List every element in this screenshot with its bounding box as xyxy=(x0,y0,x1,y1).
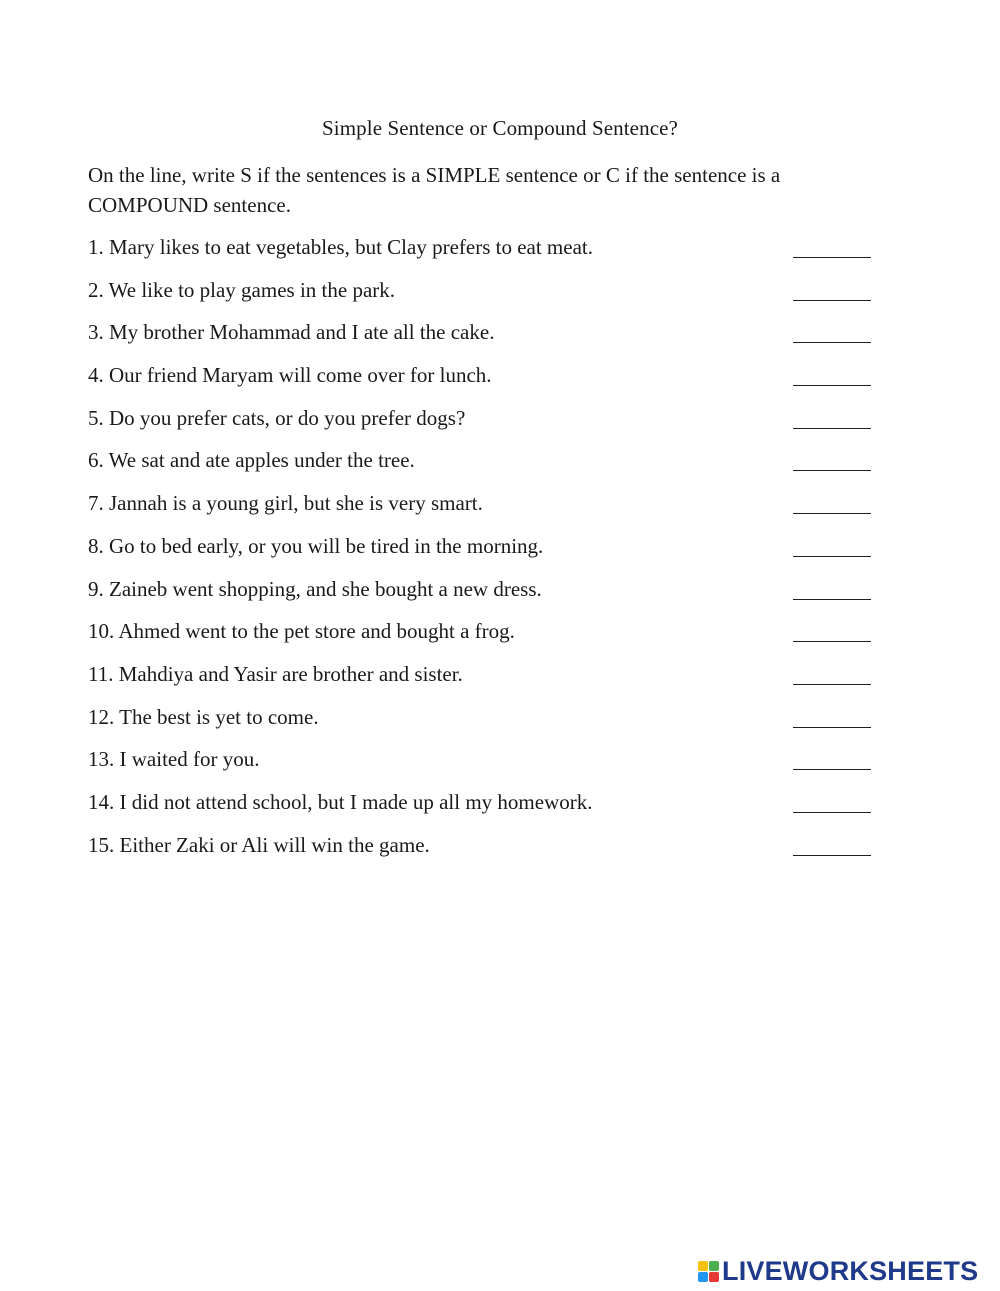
question-text: 15. Either Zaki or Ali will win the game. xyxy=(88,832,430,857)
question-item xyxy=(88,232,888,275)
answer-blank[interactable] xyxy=(793,769,871,770)
answer-blank[interactable] xyxy=(793,727,871,728)
question-item xyxy=(88,360,888,403)
page-title: Simple Sentence or Compound Sentence? xyxy=(322,116,678,140)
answer-blank[interactable] xyxy=(793,641,871,642)
question-text: 12. The best is yet to come. xyxy=(88,704,319,729)
answer-blank[interactable] xyxy=(793,300,871,301)
logo-square-blue xyxy=(698,1272,708,1282)
question-item xyxy=(88,830,888,873)
answer-blank[interactable] xyxy=(793,513,871,514)
answer-blank[interactable] xyxy=(793,257,871,258)
question-text: 10. Ahmed went to the pet store and bought a frog. xyxy=(88,619,515,644)
question-item xyxy=(88,403,888,446)
liveworksheets-logo[interactable] xyxy=(698,1255,978,1287)
question-text: 8. Go to bed early, or you will be tired in the morning. xyxy=(88,533,544,558)
instructions: On the line, write S if the sentences is a SIMPLE sentence or C if the sentence is a COMPOUND sentence. xyxy=(88,163,781,217)
question-item xyxy=(88,488,888,531)
question-text: 13. I waited for you. xyxy=(88,747,260,772)
question-text: 3. My brother Mohammad and I ate all the cake. xyxy=(88,320,495,345)
answer-blank[interactable] xyxy=(793,599,871,600)
question-item xyxy=(88,531,888,574)
question-text: 2. We like to play games in the park. xyxy=(88,277,396,302)
question-text: 6. We sat and ate apples under the tree. xyxy=(88,448,415,473)
answer-blank[interactable] xyxy=(793,855,871,856)
liveworksheets-logo-icon xyxy=(698,1261,719,1282)
question-text: 9. Zaineb went shopping, and she bought a new dress. xyxy=(88,576,542,601)
answer-blank[interactable] xyxy=(793,342,871,343)
question-item xyxy=(88,574,888,617)
question-text: 5. Do you prefer cats, or do you prefer dogs? xyxy=(88,405,466,430)
question-item xyxy=(88,275,888,318)
answer-blank[interactable] xyxy=(793,385,871,386)
logo-square-yellow xyxy=(698,1261,708,1271)
question-item xyxy=(88,744,888,787)
answer-blank[interactable] xyxy=(793,556,871,557)
answer-blank[interactable] xyxy=(793,812,871,813)
answer-blank[interactable] xyxy=(793,470,871,471)
question-item xyxy=(88,787,888,830)
question-item xyxy=(88,702,888,745)
answer-blank[interactable] xyxy=(793,428,871,429)
question-text: 11. Mahdiya and Yasir are brother and sister. xyxy=(88,661,463,686)
question-list xyxy=(88,232,888,872)
logo-text: LIVEWORKSHEETS xyxy=(722,1255,979,1286)
question-text: 7. Jannah is a young girl, but she is very smart. xyxy=(88,491,483,516)
question-text: 1. Mary likes to eat vegetables, but Clay prefers to eat meat. xyxy=(88,235,593,259)
question-item xyxy=(88,616,888,659)
question-text: 14. I did not attend school, but I made up all my homework. xyxy=(88,789,593,814)
logo-square-red xyxy=(709,1272,719,1282)
question-item xyxy=(88,317,888,360)
question-item xyxy=(88,445,888,488)
question-text: 4. Our friend Maryam will come over for lunch. xyxy=(88,363,492,388)
answer-blank[interactable] xyxy=(793,684,871,685)
logo-square-green xyxy=(709,1261,719,1271)
question-item xyxy=(88,659,888,702)
